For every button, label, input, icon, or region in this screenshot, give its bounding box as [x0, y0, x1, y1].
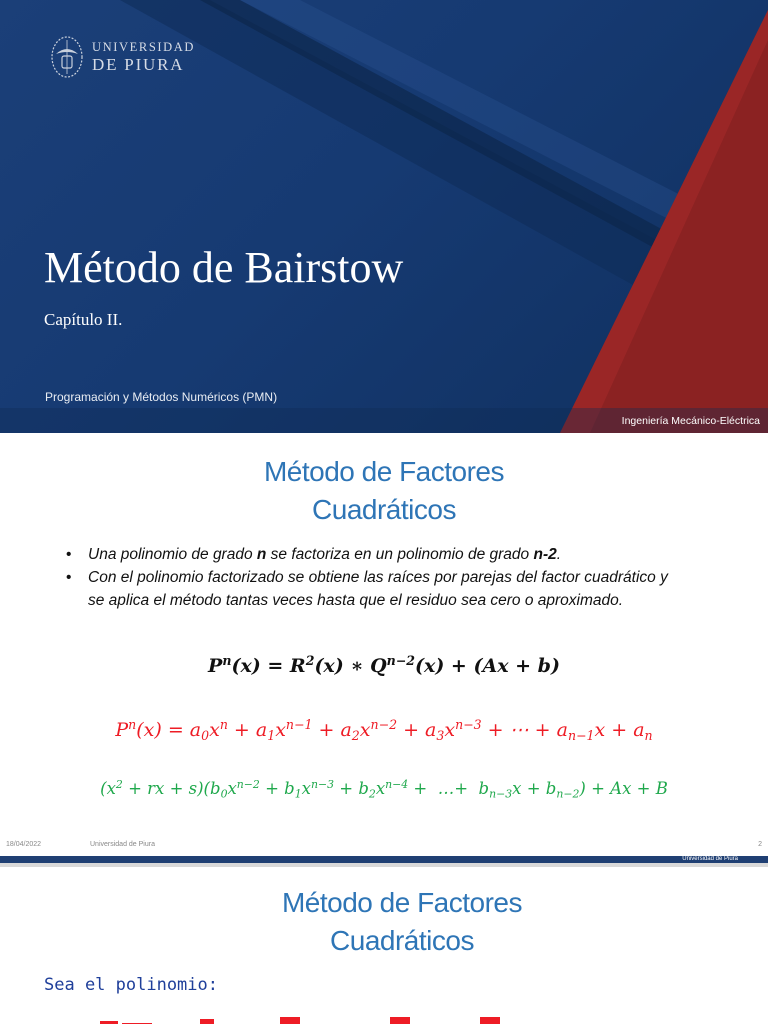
footer-bar-label: Universidad de Piura — [682, 856, 738, 862]
footer-bar — [0, 856, 768, 863]
footer-university: Universidad de Piura — [90, 841, 155, 848]
university-logo — [50, 34, 195, 80]
title-slide — [0, 0, 768, 433]
university-seal-icon — [50, 34, 84, 80]
slide-title-line-1: Método de Factores — [281, 887, 523, 918]
department-label: Ingeniería Mecánico-Eléctrica — [621, 415, 760, 427]
presentation-subtitle: Capítulo II. — [44, 310, 123, 329]
footer-page-number: 2 — [758, 841, 762, 848]
slide-title-line-1: Método de Factores — [263, 456, 505, 487]
presentation-title: Método de Bairstow — [44, 243, 404, 292]
slide-title — [0, 453, 768, 529]
logo-line-1: UNIVERSIDAD — [92, 40, 196, 55]
course-name: Programación y Métodos Numéricos (PMN) — [45, 390, 278, 404]
logo-line-2: DE PIURA — [92, 54, 185, 74]
slide-title-line-2: Cuadráticos — [330, 925, 474, 956]
equation-quadratic-factor: ($x^2$ + rx + $s)(b_0x^{n-2} + b_1x^{n-3} + b_2x^{n-4}$ + …+ $b_{n-3}x + b_{n-2}) + Ax + B$ — [100, 778, 668, 801]
bullet-item: • Con el polinomio factorizado se obtiene las raíces por parejas del factor cuadrático y se aplica el método tantas veces hasta que el residuo sea cero o aproximado. — [66, 566, 686, 612]
content-slide-3 — [0, 867, 768, 1024]
slide-title-line-2: Cuadráticos — [312, 494, 456, 525]
bullet-list — [66, 543, 686, 612]
footer-date: 18/04/2022 — [6, 841, 42, 848]
equation-factorization: $P^n(x) = R^2(x)$ ∗ $Q^{n-2}(x) + (Ax + b)$ — [208, 653, 560, 677]
equation-polynomial: $P^n(x) = a_0x^n + a_1x^{n-1} + a_2x^{n-2} + a_3x^{n-3}$ + ⋯ + $a_{n-1}x + a_n$ — [115, 717, 653, 743]
content-slide-2 — [0, 433, 768, 863]
bullet-item: • Una polinomio de grado n se factoriza en un polinomio de grado n-2. — [66, 543, 686, 566]
slide-title — [18, 884, 768, 960]
lead-text: Sea el polinomio: — [44, 975, 218, 995]
cut-off-equation — [100, 1015, 560, 1024]
